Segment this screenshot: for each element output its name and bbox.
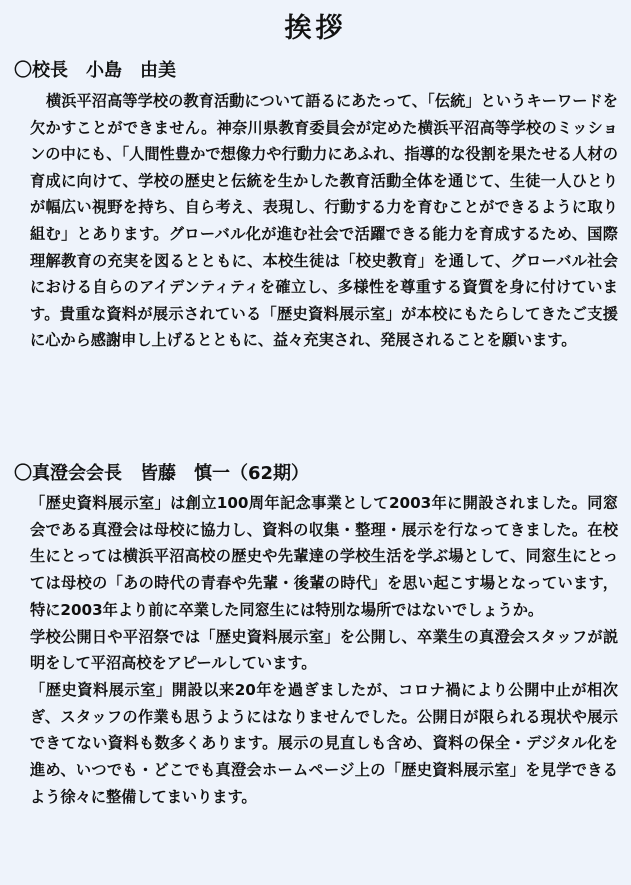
principal-message	[30, 88, 618, 354]
page-title: 挨拶	[284, 13, 347, 44]
chairman-message	[30, 490, 618, 810]
chairman-paragraph-2: 学校公開日や平沼祭では「歴史資料展示室」を公開し、卒業生の真澄会スタッフが説明をして平沼高校をアピールしています。	[30, 627, 618, 673]
principal-paragraph: 横浜平沼高等学校の教育活動について語るにあたって、「伝統」というキーワードを欠かすことができません。神奈川県教育委員会が定めた横浜平沼高等学校のミッションの中にも、「人間性豊かで想像力や行動力にあふれ、指導的な役割を果たせる人材の育成に向けて、学校の歴史と伝統を生かした教育活動全体を通じて、生徒一人ひとりが幅広い視野を持ち、自ら考え、表現し、行動する力を育むことができるように取り組む」とあります。グローバル化が進む社会で活躍できる能力を育成するため、国際理解教育の充実を図るとともに、本校生徒は「校史教育」を通して、グローバル社会における自らのアイデンティティを確立し、多様性を尊重する資質を身に付けています。貴重な資料が展示されている「歴史資料展示室」が本校にもたらしてきたご支援に心から感謝申し上げるとともに、益々充実され、発展されることを願います。	[30, 92, 618, 350]
chairman-heading: 〇真澄会会長 皆藤 慎一（62期）	[14, 463, 310, 484]
chairman-paragraph-1: 「歴史資料展示室」は創立100周年記念事業として2003年に開設されました。同窓会である真澄会は母校に協力し、資料の収集・整理・展示を行なってきました。在校生にとっては横浜平沼高校の歴史や先輩達の学校生活を学ぶ場として、同窓生にとっては母校の「あの時代の青春や先輩・後輩の時代」を思い起こす場となっています，特に2003年より前に卒業した同窓生には特別な場所ではないでしょうか。	[30, 494, 618, 619]
principal-heading: 〇校長 小島 由美	[14, 60, 176, 81]
chairman-paragraph-3: 「歴史資料展示室」開設以来20年を過ぎましたが、コロナ禍により公開中止が相次ぎ、スタッフの作業も思うようにはなりませんでした。公開日が限られる現状や展示できてない資料も数多くあります。展示の見直しも含め、資料の保全・デジタル化を進め、いつでも・どこでも真澄会ホームページ上の「歴史資料展示室」を見学できるよう徐々に整備してまいります。	[30, 680, 618, 806]
